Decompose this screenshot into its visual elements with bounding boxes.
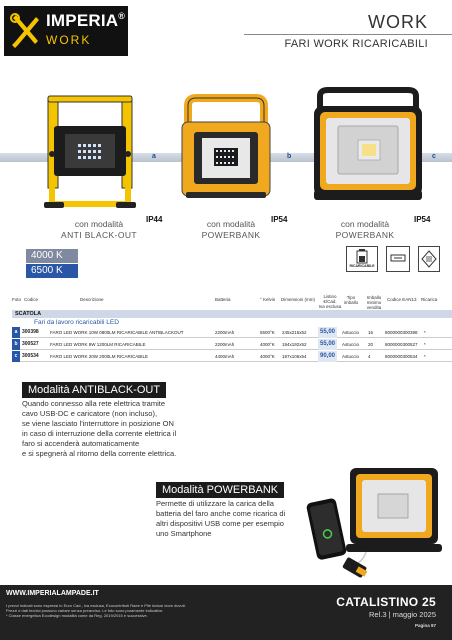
table-row — [12, 327, 452, 338]
row-ean: 8000000300534 — [385, 354, 418, 359]
caption-c: con modalità POWERBANK — [335, 219, 395, 240]
col-descrizione: Descrizione — [80, 297, 104, 302]
footer — [0, 585, 452, 640]
product-image-a — [30, 92, 150, 214]
col-ricarica: Ricarica — [421, 297, 438, 302]
antiblackout-heading: Modalità ANTIBLACK-OUT — [22, 382, 166, 398]
table-group-label: SCATOLA — [12, 310, 452, 318]
catalog-edition: Rel.3 | maggio 2025 — [369, 610, 436, 619]
row-dims: 245x215x52 — [282, 330, 307, 335]
ref-letter-a: a — [152, 153, 156, 160]
brand-reg: ® — [118, 11, 126, 21]
title-divider — [244, 34, 452, 35]
row-kelvin: 4000°K — [260, 354, 275, 359]
col-dimensioni: Dimensioni (mm) — [281, 297, 316, 302]
table-row — [12, 339, 452, 350]
row-pack: Astuccio — [342, 342, 360, 347]
page-subtitle: FARI WORK RICARICABILI — [284, 38, 428, 50]
brand-sub: WORK — [46, 33, 92, 47]
row-pack: Astuccio — [342, 330, 360, 335]
row-letter: c — [12, 351, 20, 362]
ip-rating-a: IP44 — [146, 215, 163, 224]
col-imballo: Imballo minimo vendita — [366, 295, 382, 310]
ref-letter-b: b — [287, 153, 292, 160]
row-mark: * — [424, 330, 426, 335]
page-number: Pagina 97 — [414, 623, 436, 628]
product-image-b — [176, 92, 276, 206]
row-battery: 2200mAh — [215, 330, 235, 335]
row-price: 55,00 — [318, 339, 337, 350]
row-desc: FARO LED WORK 20W 2000LM RICARICABILE — [50, 354, 149, 359]
powerbank-text: Permette di utilizzare la carica della batteria del faro anche come ricarica di altri dispositivi USB come per esempio uno Smartphone — [156, 499, 286, 538]
row-letter: b — [12, 339, 20, 350]
col-ean: Codice EAN13 — [387, 297, 417, 302]
kelvin-badge-6500: 6500 K — [26, 264, 78, 278]
row-letter: a — [12, 327, 20, 338]
table-row — [12, 351, 452, 362]
brand-logo — [4, 6, 128, 56]
row-kelvin: 6500°K — [260, 330, 275, 335]
tools-icon — [9, 12, 41, 50]
caption-b: con modalità POWERBANK — [201, 219, 261, 240]
col-foto: Foto — [12, 297, 22, 302]
website-link[interactable]: WWW.IMPERIALAMPADE.IT — [6, 590, 99, 597]
row-mark: * — [424, 342, 426, 347]
usb-cable-icon — [387, 247, 409, 271]
row-price: 55,00 — [318, 327, 337, 338]
class-iii-icon-box — [418, 246, 440, 272]
row-min: 20 — [368, 342, 374, 347]
class-iii-icon — [419, 247, 439, 271]
product-image-c — [310, 86, 426, 204]
col-tipo: Tipo imballo — [343, 295, 359, 305]
powerbank-heading: Modalità POWERBANK — [156, 482, 284, 498]
table-family-label: Fari da lavoro ricaricabili LED — [34, 319, 119, 326]
powerbank-illustration — [306, 462, 444, 580]
row-mark: * — [424, 354, 426, 359]
col-codice: Codice — [24, 297, 39, 302]
brand-name: IMPERIA — [46, 11, 119, 30]
row-ean: 8000000300527 — [385, 342, 418, 347]
row-ean: 8000000300398 — [385, 330, 418, 335]
usb-icon-box — [386, 246, 410, 272]
row-desc: FARO LED WORK 9W 1200LM RICARICABILE — [50, 342, 146, 347]
kelvin-badge-4000: 4000 K — [26, 249, 78, 263]
col-kelvin: ° Kelvin — [260, 297, 276, 302]
row-battery: 4400mAh — [215, 354, 235, 359]
catalog-title: CATALISTINO 25 — [336, 595, 436, 609]
row-code: 300398 — [22, 329, 39, 335]
row-price: 90,00 — [318, 351, 337, 362]
legal-notes: I prezzi indicati sono espressi in Euro Cad., Iva esclusa, Ecocontributi Raee e Pile inclusi dove dovuti. Prezzi e dati tecnici possono variare senza preavviso. Le foto sono puramente indicative. * Classe energetica Ecodesign modalità come da Reg. 2019/2015 e successive. — [6, 603, 186, 618]
row-code: 300534 — [22, 353, 39, 359]
row-min: 4 — [368, 354, 371, 359]
caption-a: con modalità ANTI BLACK-OUT — [61, 219, 137, 240]
ip-rating-c: IP54 — [414, 215, 431, 224]
row-dims: 197x106x54 — [282, 354, 307, 359]
rechargeable-icon-box — [346, 246, 378, 272]
ip-rating-b: IP54 — [271, 215, 288, 224]
antiblackout-text: Quando connesso alla rete elettrica tramite cavo USB-DC e caricatore (non incluso), se viene lasciato l'interruttore in posizione ON in caso di interruzione della corrente elettrica il faro si accenderà automaticamente e si spegnerà al ritorno della corrente elettrica. — [22, 399, 177, 458]
row-min: 16 — [368, 330, 374, 335]
row-kelvin: 4000°K — [260, 342, 275, 347]
rechargeable-label: RICARICABILE — [349, 264, 375, 268]
row-dims: 194x192x52 — [282, 342, 307, 347]
row-battery: 2200mAh — [215, 342, 235, 347]
page-title: WORK — [368, 12, 428, 32]
row-code: 300527 — [22, 341, 39, 347]
row-pack: Astuccio — [342, 354, 360, 359]
col-listino: Listino €/Cad. Iva esclusa — [318, 294, 342, 309]
row-desc: FARO LED WORK 10W 0800LM RICARICABILE ANTIBLACKOUT — [50, 330, 184, 335]
col-batteria: Batteria — [215, 297, 231, 302]
ref-letter-c: c — [432, 153, 436, 160]
